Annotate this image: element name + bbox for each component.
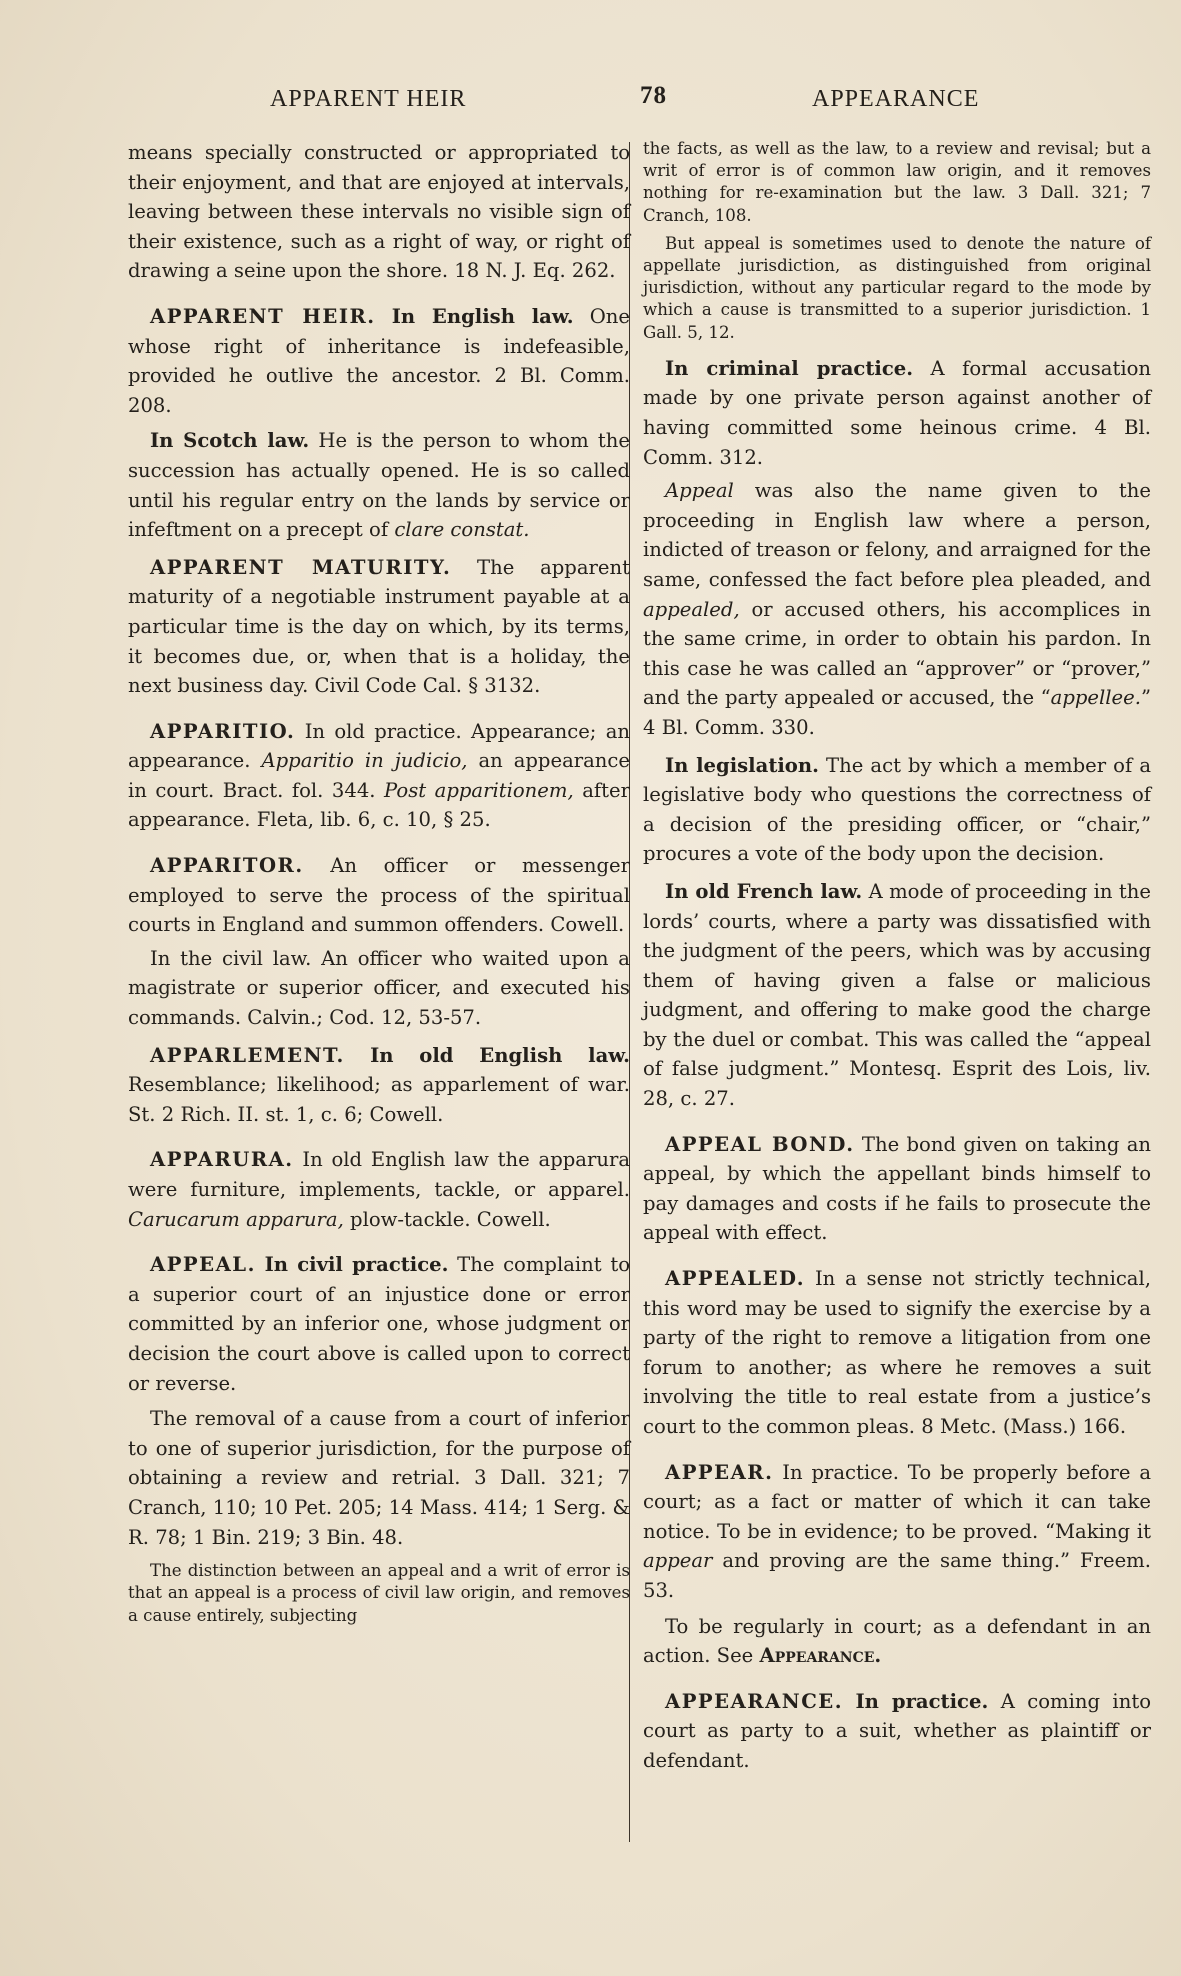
continued-paragraph: means specially constructed or appropriated to their enjoyment, and that are enjoyed at intervals, leaving between these intervals no visible sign of their existence, such as a right of way, or right of drawing a seine upon the shore. 18 N. J. Eq. 262. <box>128 141 630 283</box>
headword: APPEAR. <box>665 1460 774 1484</box>
definition-text: An officer or messenger employed to serve the process of the spiritual courts in England and summon offenders. Cowell. <box>128 854 630 937</box>
sub-definition: To be regularly in court; as a defendant in an action. See Appearance. <box>643 1614 1151 1668</box>
right-column <box>643 138 1151 1792</box>
headword: APPEARANCE. <box>665 1689 844 1713</box>
left-column <box>128 138 630 1643</box>
headword: APPARURA. <box>150 1148 294 1172</box>
headword: APPARITIO. <box>150 719 296 743</box>
headword: APPARLEMENT. <box>150 1043 345 1067</box>
entry-lead: In English law. <box>391 304 574 328</box>
entry-appear: APPEAR. In practice. To be properly before a court; as a fact or matter of which it can take notice. To be in evidence; to be proved. “Making it appear and proving are the same thing.” Freem. 53. To be regularly in court; as a defendant in an action. See Appearance. <box>643 1458 1151 1671</box>
entry-apparura: APPARURA. In old English law the apparura were furniture, implements, tackle, or apparel. Carucarum apparura, plow-tackle. Cowell. <box>128 1148 630 1231</box>
definition-text: One whose right of inheritance is indefeasible, provided he outlive the ancestor. 2 Bl. Comm. 208. <box>128 304 630 417</box>
appeal-legislation: In legislation. The act by which a member of a legislative body who questions the correctness of a decision of the presiding officer, or “chair,” procures a vote of the body upon the decision. <box>643 753 1151 866</box>
entry-appearance: APPEARANCE. In practice. A coming into court as party to a suit, whether as plaintiff or defendant. <box>643 1689 1151 1772</box>
small-print-note: The distinction between an appeal and a writ of error is that an appeal is a process of civil law origin, and removes a cause entirely, subjecting <box>128 1561 630 1625</box>
entry-apparent-heir <box>128 302 630 545</box>
entry-apparitor <box>128 851 630 1033</box>
entry-apparlement: APPARLEMENT. In old English law. Resemblance; likelihood; as apparlement of war. St. 2 Rich. II. st. 1, c. 6; Cowell. <box>128 1043 630 1126</box>
sub-definition: The removal of a cause from a court of inferior to one of superior jurisdiction, for the purpose of obtaining a review and retrial. 3 Dall. 321; 7 Cranch, 110; 10 Pet. 205; 14 Mass. 414; 1 Serg. & R. 78; 1 Bin. 219; 3 Bin. 48. <box>128 1407 630 1549</box>
headword: APPEAL. <box>150 1253 256 1277</box>
headword: APPARITOR. <box>150 854 304 878</box>
entry-appealed: APPEALED. In a sense not strictly technical, this word may be used to signify the exercise by a party of the right to remove a litigation from one forum to another; as where he removes a suit involving the title to real estate from a justice’s court to the common pleas. 8 Metc. (Mass.) 166. <box>643 1267 1151 1439</box>
definition-text: The apparent maturity of a negotiable instrument payable at a particular time is the day on which, by its terms, it becomes due, or, when that is a holiday, the next business day. Civil Code Cal. § 3132. <box>128 555 630 698</box>
header-left-guideword: APPARENT HEIR <box>270 86 467 112</box>
small-print-note-continued: the facts, as well as the law, to a review and revisal; but a writ of error is of common law origin, and it removes nothing for re-examination but the law. 3 Dall. 321; 7 Cranch, 108. <box>643 139 1151 225</box>
sub-definition: In the civil law. An officer who waited upon a magistrate or superior officer, and executed his commands. Calvin.; Cod. 12, 53-57. <box>128 946 630 1030</box>
header-right-guideword: APPEARANCE <box>812 86 980 112</box>
entry-appeal: APPEAL. In civil practice. The complaint to a superior court of an injustice done or error committed by an inferior one, whose judgment or decision the court above is called upon to correct or reverse. The removal of a cause from a court of inferior to one of superior jurisdiction, for the purpose of obtaining a review and retrial. 3 Dall. 321; 7 Cranch, 110; 10 Pet. 205; 14 Mass. 414; 1 Serg. & R. 78; 1 Bin. 219; 3 Bin. 48. The distinction between an appeal and a writ of error is that an appeal is a process of civil law origin, and removes a cause entirely, subjecting <box>128 1250 630 1627</box>
headword: APPARENT HEIR. <box>150 304 376 328</box>
appeal-criminal-practice: In criminal practice. A formal accusation made by one private person against another of having committed some heinous crime. 4 Bl. Comm. 312. Appeal was also the name given to the proceeding in English law where a person, indicted of treason or felony, and arraigned for the same, confessed the fact before plea pleaded, and appealed, or accused others, his accomplices in the same crime, in order to obtain his pardon. In this case he was called an “approver” or “prover,” and the party appealed or accused, the “appellee.” 4 Bl. Comm. 330. <box>643 356 1151 739</box>
cross-reference: Appearance. <box>759 1644 882 1668</box>
entry-appeal-bond: APPEAL BOND. The bond given on taking an appeal, by which the appellant binds himself to pay damages and costs if he fails to prosecute the appeal with effect. <box>643 1132 1152 1245</box>
small-print-note: But appeal is sometimes used to denote the nature of appellate jurisdiction, as distinguished from original jurisdiction, without any particular regard to the mode by which a cause is transmitted to a superior jurisdiction. 1 Gall. 5, 12. <box>643 233 1151 342</box>
entry-apparitio: APPARITIO. In old practice. Appearance; an appearance. Apparitio in judicio, an appearance in court. Bract. fol. 344. Post apparitionem, after appearance. Fleta, lib. 6, c. 10, § 25. <box>128 719 631 832</box>
page-number: 78 <box>640 82 667 109</box>
sub-definition: In Scotch law. He is the person to whom the succession has actually opened. He is so called until his regular entry on the lands by service or infeftment on a precept of clare constat. <box>128 429 631 542</box>
entry-apparent-maturity <box>128 553 630 701</box>
headword: APPARENT MATURITY. <box>150 555 452 579</box>
headword: APPEAL BOND. <box>665 1132 855 1156</box>
headword: APPEALED. <box>665 1267 806 1291</box>
appeal-old-french-law: In old French law. A mode of proceeding in the lords’ courts, where a party was dissatisfied with the judgment of the peers, which was by accusing them of having given a false or malicious judgment, and offering to make good the charge by the duel or combat. This was called the “appeal of false judgment.” Montesq. Esprit des Lois, liv. 28, c. 27. <box>643 879 1152 1111</box>
running-header <box>0 82 1181 126</box>
